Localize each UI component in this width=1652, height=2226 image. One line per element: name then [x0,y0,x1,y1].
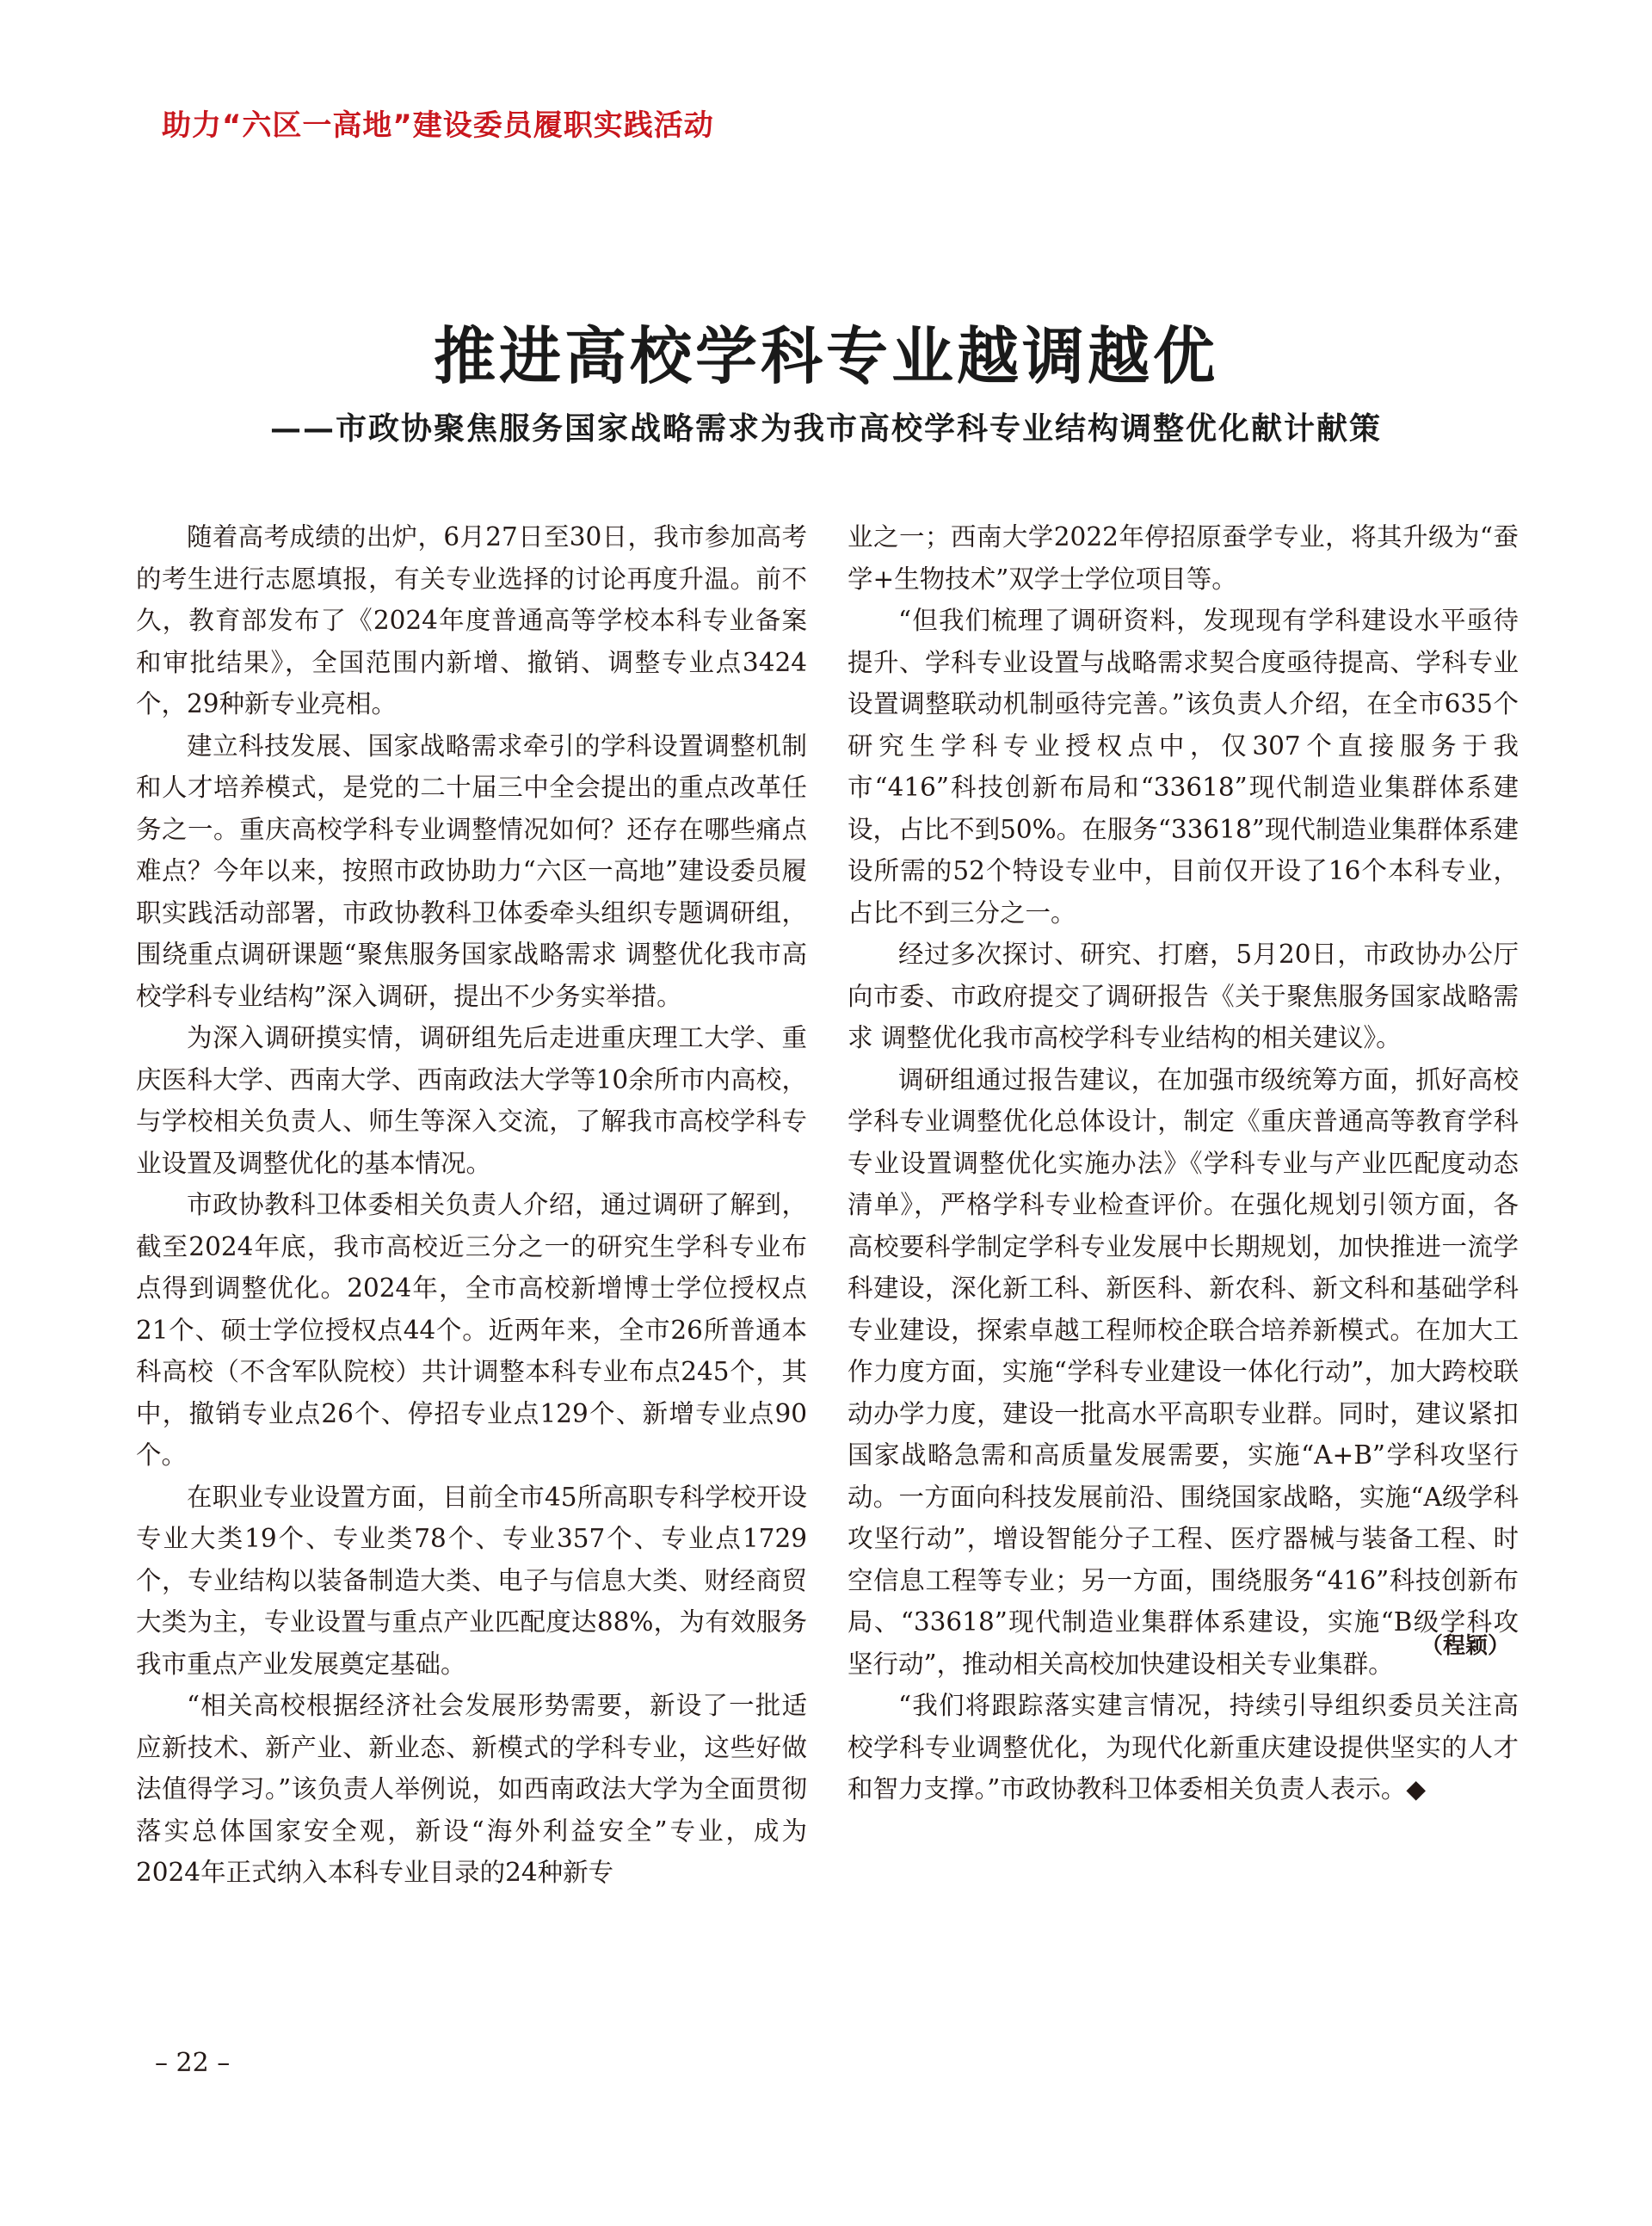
paragraph: 调研组通过报告建议，在加强市级统筹方面，抓好高校学科专业调整优化总体设计，制定《重庆普通高等教育学科专业设置调整优化实施办法》《学科专业与产业匹配度动态清单》，严格学科专业检查评价。在强化规划引领方面，各高校要科学制定学科专业发展中长期规划，加快推进一流学科建设，深化新工科、新医科、新农科、新文科和基础学科专业建设，探索卓越工程师校企联合培养新模式。在加大工作力度方面，实施“学科专业建设一体化行动”，加大跨校联动办学力度，建设一批高水平高职专业群。同时，建议紧扣国家战略急需和高质量发展需要，实施“A+B”学科攻坚行动。一方面向科技发展前沿、围绕国家战略，实施“A级学科攻坚行动”，增设智能分子工程、医疗器械与装备工程、时空信息工程等专业；另一方面，围绕服务“416”科技创新布局、“33618”现代制造业集群体系建设，实施“B级学科攻坚行动”，推动相关高校加快建设相关专业集群。 [848,1064,1519,1679]
article-title: 推进高校学科专业越调越优 [433,320,1218,392]
paragraph: 建立科技发展、国家战略需求牵引的学科设置调整机制和人才培养模式，是党的二十届三中全会提出的重点改革任务之一。重庆高校学科专业调整情况如何？还存在哪些痛点难点？今年以来，按照市政协助力“六区一高地”建设委员履职实践活动部署，市政协教科卫体委牵头组织专题调研组，围绕重点调研课题“聚焦服务国家战略需求 调整优化我市高校学科专业结构”深入调研，提出不少务实举措。 [136,731,807,1011]
paragraph: “我们将跟踪落实建言情况，持续引导组织委员关注高校学科专业调整优化，为现代化新重庆建设提供坚实的人才和智力支撑。”市政协教科卫体委相关负责人表示。◆ [848,1691,1519,1804]
left-column [136,516,807,1894]
paragraph: 随着高考成绩的出炉，6月27日至30日，我市参加高考的考生进行志愿填报，有关专业选择的讨论再度升温。前不久，教育部发布了《2024年度普通高等学校本科专业备案和审批结果》，全国范围内新增、撤销、调整专业点3424个，29种新专业亮相。 [136,522,807,718]
paragraph: 市政协教科卫体委相关负责人介绍，通过调研了解到，截至2024年底，我市高校近三分之一的研究生学科专业布点得到调整优化。2024年，全市高校新增博士学位授权点21个、硕士学位授权点44个。近两年来，全市26所普通本科高校（不含军队院校）共计调整本科专业布点245个，其中，撤销专业点26个、停招专业点129个、新增专业点90个。 [136,1190,807,1470]
paragraph: “但我们梳理了调研资料，发现现有学科建设水平亟待提升、学科专业设置与战略需求契合度亟待提高、学科专业设置调整联动机制亟待完善。”该负责人介绍，在全市635个研究生学科专业授权点中，仅307个直接服务于我市“416”科技创新布局和“33618”现代制造业集群体系建设，占比不到50%。在服务“33618”现代制造业集群体系建设所需的52个特设专业中，目前仅开设了16个本科专业，占比不到三分之一。 [848,606,1519,928]
page-number: – 22 – [155,2048,231,2078]
article-subtitle: ——市政协聚焦服务国家战略需求为我市高校学科专业结构调整优化献计献策 [269,410,1382,447]
paragraph-continuation: 业之一；西南大学2022年停招原蚕学专业，将其升级为“蚕学+生物技术”双学士学位项目等。 [848,522,1519,594]
right-column [848,516,1519,1810]
paragraph: 经过多次探讨、研究、打磨，5月20日，市政协办公厅向市委、市政府提交了调研报告《关于聚焦服务国家战略需求 调整优化我市高校学科专业结构的相关建议》。 [848,940,1519,1052]
paragraph: 为深入调研摸实情，调研组先后走进重庆理工大学、重庆医科大学、西南大学、西南政法大学等10余所市内高校，与学校相关负责人、师生等深入交流，了解我市高校学科专业设置及调整优化的基本情况。 [136,1023,807,1178]
paragraph: 在职业专业设置方面，目前全市45所高职专科学校开设专业大类19个、专业类78个、专业357个、专业点1729个，专业结构以装备制造大类、电子与信息大类、财经商贸大类为主，专业设置与重点产业匹配度达88%，为有效服务我市重点产业发展奠定基础。 [136,1482,807,1679]
paragraph: “相关高校根据经济社会发展形势需要，新设了一批适应新技术、新产业、新业态、新模式的学科专业，这些好做法值得学习。”该负责人举例说，如西南政法大学为全面贯彻落实总体国家安全观，新设“海外利益安全”专业，成为2024年正式纳入本科专业目录的24种新专 [136,1691,807,1887]
author-byline: （程颖） [1420,1633,1510,1659]
column-tag: 助力“六区一高地”建设委员履职实践活动 [162,108,714,143]
